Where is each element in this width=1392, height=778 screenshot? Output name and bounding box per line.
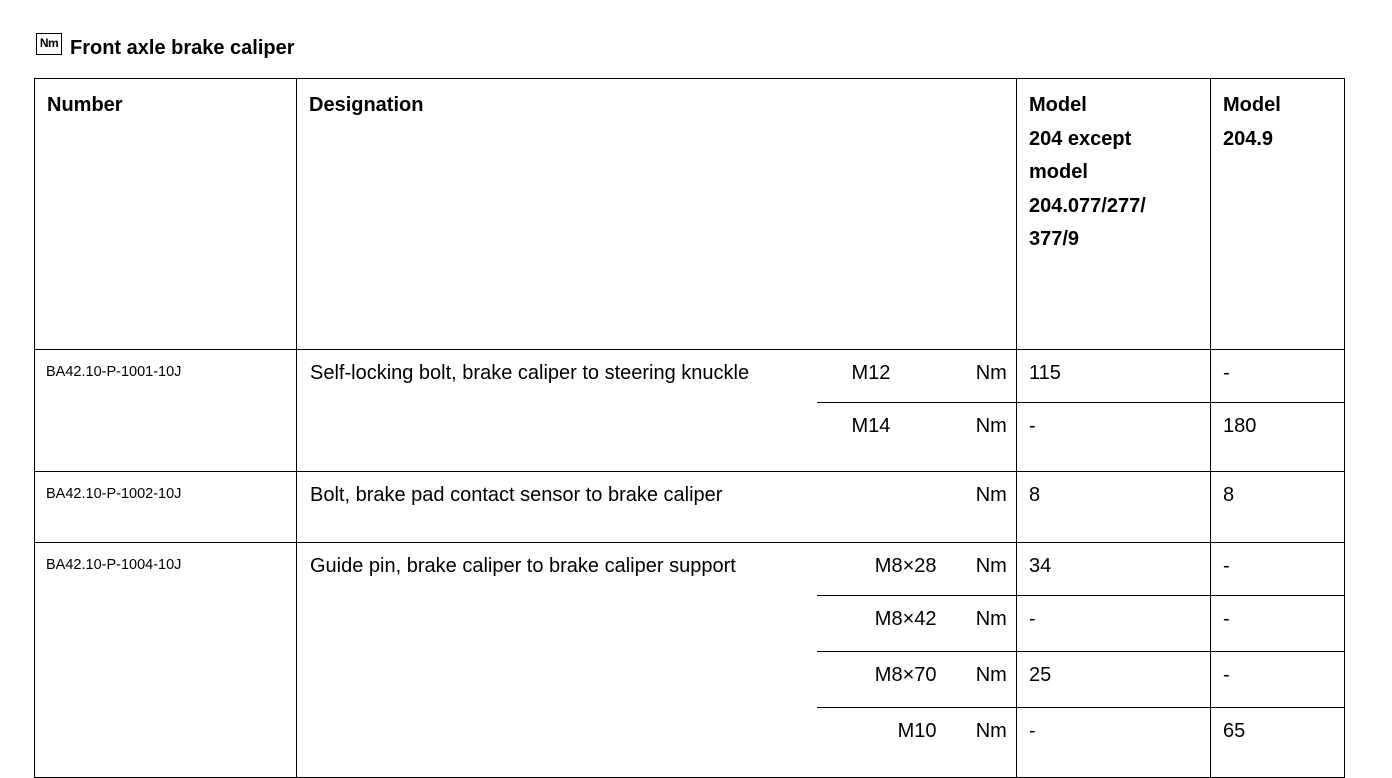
page-title (36, 33, 295, 63)
header-model-204-9: Model 204.9 (1211, 79, 1345, 350)
unit: Nm (967, 403, 1017, 472)
unit: Nm (967, 596, 1017, 652)
part-number: BA42.10-P-1002-10J (35, 472, 297, 543)
value-model-204: - (1017, 596, 1211, 652)
table-row (35, 543, 1345, 596)
unit: Nm (967, 350, 1017, 403)
designation: Guide pin, brake caliper to brake caliper support (297, 543, 817, 778)
designation: Self-locking bolt, brake caliper to steering knuckle (297, 350, 817, 472)
value-model-204-9: 8 (1211, 472, 1345, 543)
thread-size (817, 472, 967, 543)
table-row (35, 472, 1345, 543)
table-row (35, 350, 1345, 403)
part-number: BA42.10-P-1001-10J (35, 350, 297, 472)
value-model-204-9: - (1211, 543, 1345, 596)
value-model-204-9: 180 (1211, 403, 1345, 472)
title-text: Front axle brake caliper (70, 36, 295, 59)
value-model-204: 115 (1017, 350, 1211, 403)
unit: Nm (967, 708, 1017, 778)
value-model-204: 34 (1017, 543, 1211, 596)
unit: Nm (967, 472, 1017, 543)
value-model-204: - (1017, 708, 1211, 778)
unit: Nm (967, 652, 1017, 708)
thread-size: M8×28 (817, 543, 967, 596)
value-model-204-9: - (1211, 350, 1345, 403)
torque-nm-icon: Nm (36, 33, 62, 55)
value-model-204-9: - (1211, 652, 1345, 708)
unit: Nm (967, 543, 1017, 596)
header-row (35, 79, 1345, 350)
value-model-204: 25 (1017, 652, 1211, 708)
value-model-204: - (1017, 403, 1211, 472)
value-model-204-9: 65 (1211, 708, 1345, 778)
thread-size: M10 (817, 708, 967, 778)
thread-size: M8×42 (817, 596, 967, 652)
designation: Bolt, brake pad contact sensor to brake caliper (297, 472, 817, 543)
value-model-204-9: - (1211, 596, 1345, 652)
header-model-204: Model 204 except model 204.077/277/ 377/9 (1017, 79, 1211, 350)
header-number: Number (35, 79, 297, 350)
thread-size: M8×70 (817, 652, 967, 708)
header-designation: Designation (297, 79, 1017, 350)
part-number: BA42.10-P-1004-10J (35, 543, 297, 778)
thread-size: M12 (817, 350, 967, 403)
torque-table (34, 78, 1345, 778)
value-model-204: 8 (1017, 472, 1211, 543)
thread-size: M14 (817, 403, 967, 472)
